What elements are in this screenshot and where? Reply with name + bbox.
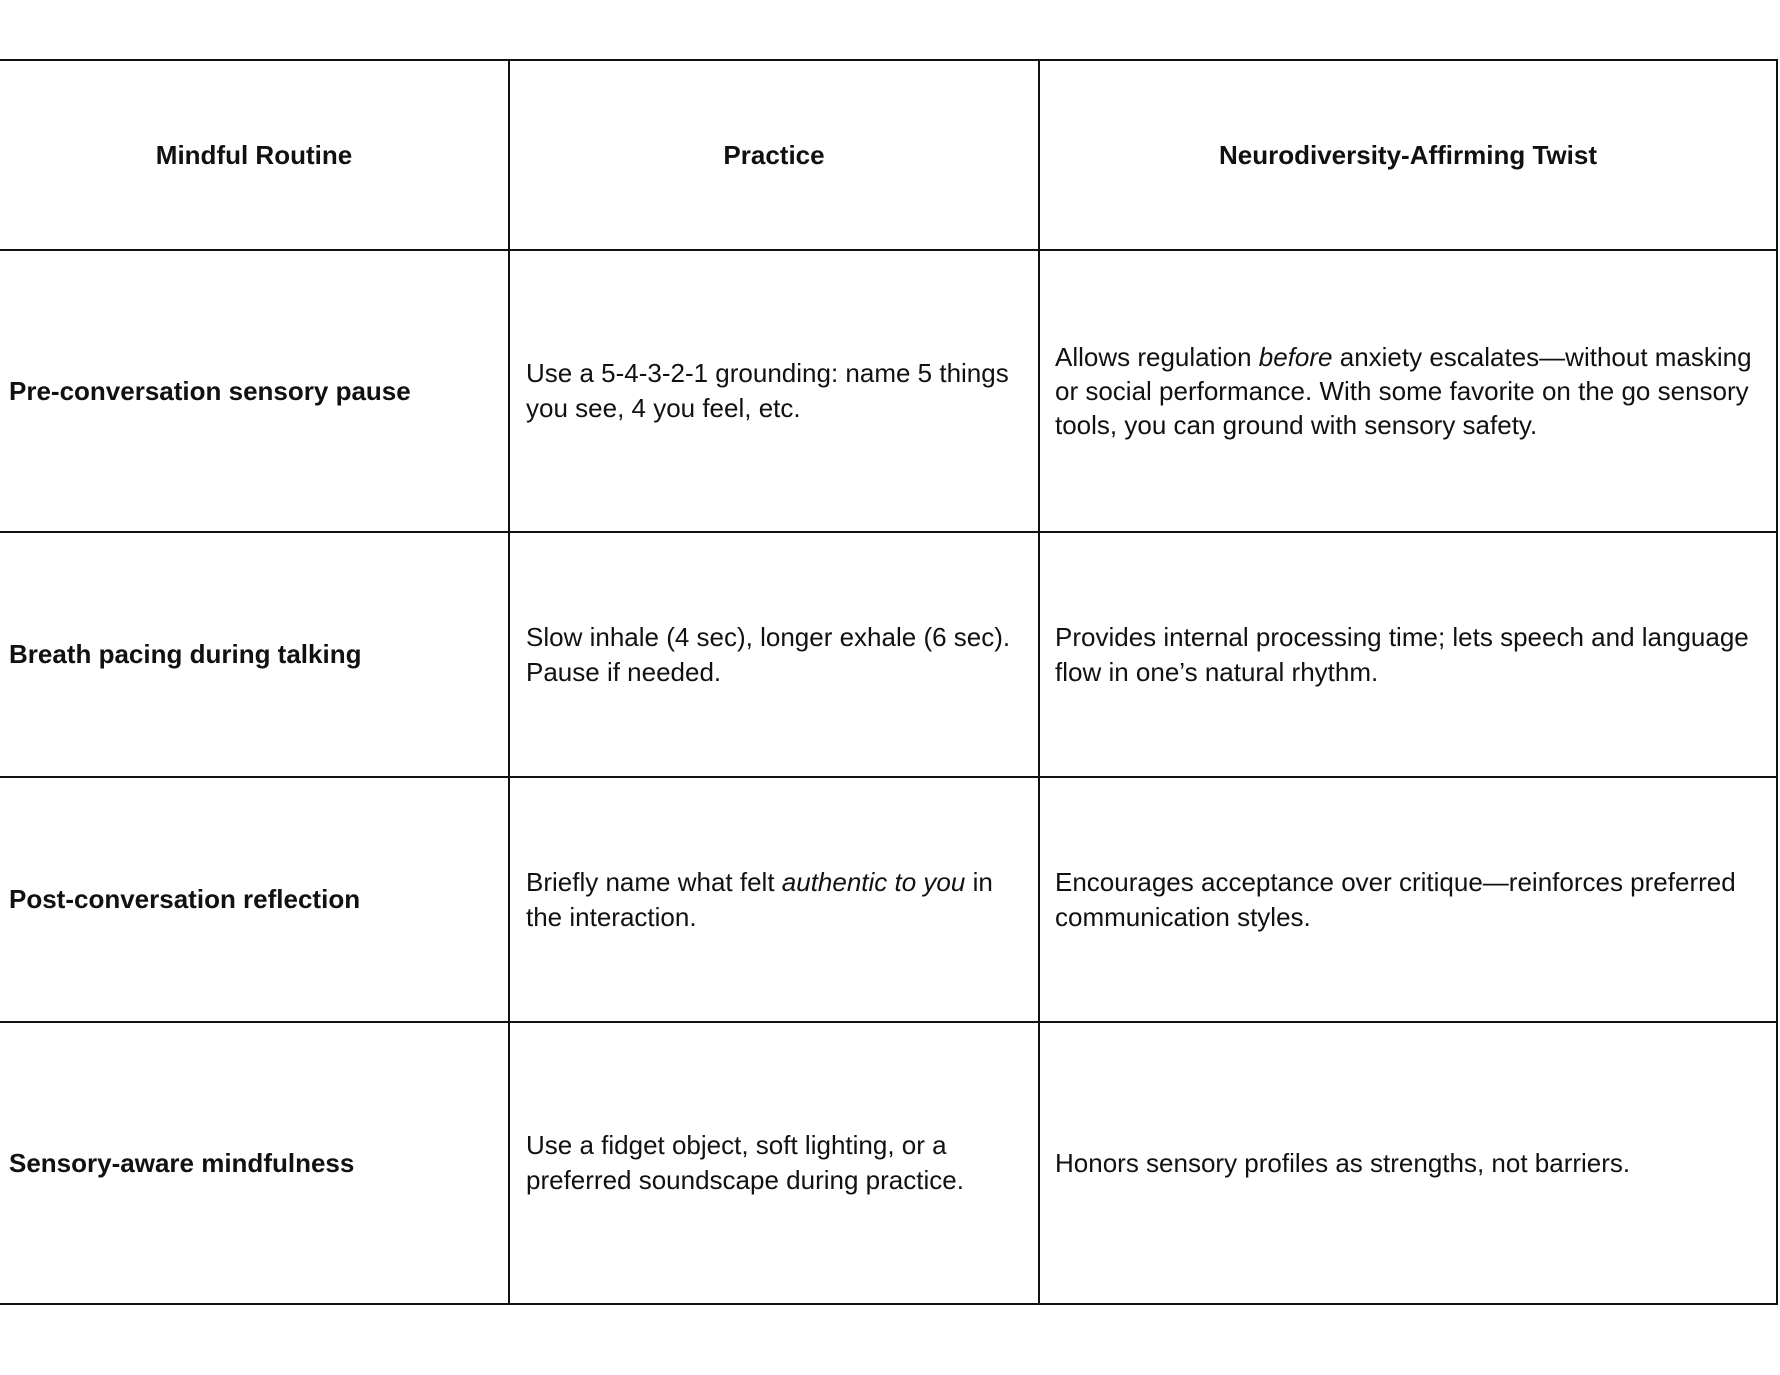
table-row: [0, 777, 1777, 1022]
routine-cell: Breath pacing during talking: [0, 532, 509, 777]
table-row: [0, 532, 1777, 777]
header-neurodiversity-affirming-twist: Neurodiversity-Affirming Twist: [1039, 60, 1777, 250]
routine-cell: Post-conversation reflection: [0, 777, 509, 1022]
twist-cell: Honors sensory profiles as strengths, not barriers.: [1039, 1022, 1777, 1304]
routine-cell: Sensory-aware mindfulness: [0, 1022, 509, 1304]
practice-text-start: Briefly name what felt: [526, 866, 782, 897]
twist-text-start: Allows regulation: [1055, 342, 1259, 372]
practice-text-end: in the interaction.: [526, 866, 993, 932]
table-row: [0, 250, 1777, 532]
table-header-row: [0, 60, 1777, 250]
routine-cell: Pre-conversation sensory pause: [0, 250, 509, 532]
practice-cell: Slow inhale (4 sec), longer exhale (6 sec). Pause if needed.: [509, 532, 1039, 777]
table-row: [0, 1022, 1777, 1304]
twist-emphasis: before: [1258, 342, 1333, 372]
header-mindful-routine: Mindful Routine: [0, 60, 509, 250]
practice-emphasis: authentic to you: [781, 866, 966, 897]
mindful-routines-table: [0, 59, 1778, 1305]
twist-text-end: anxiety escalates—without masking or social performance. With some favorite on the go sensory tools, you can ground with sensory safety.: [1055, 342, 1752, 440]
practice-cell: Use a 5-4-3-2-1 grounding: name 5 things you see, 4 you feel, etc.: [509, 250, 1039, 532]
practice-cell: [509, 777, 1039, 1022]
practice-cell: Use a fidget object, soft lighting, or a preferred soundscape during practice.: [509, 1022, 1039, 1304]
twist-cell: Provides internal processing time; lets speech and language flow in one’s natural rhythm.: [1039, 532, 1777, 777]
header-practice: Practice: [509, 60, 1039, 250]
twist-cell: [1039, 250, 1777, 532]
twist-cell: Encourages acceptance over critique—reinforces preferred communication styles.: [1039, 777, 1777, 1022]
mindful-routines-table-container: [0, 59, 1778, 1305]
